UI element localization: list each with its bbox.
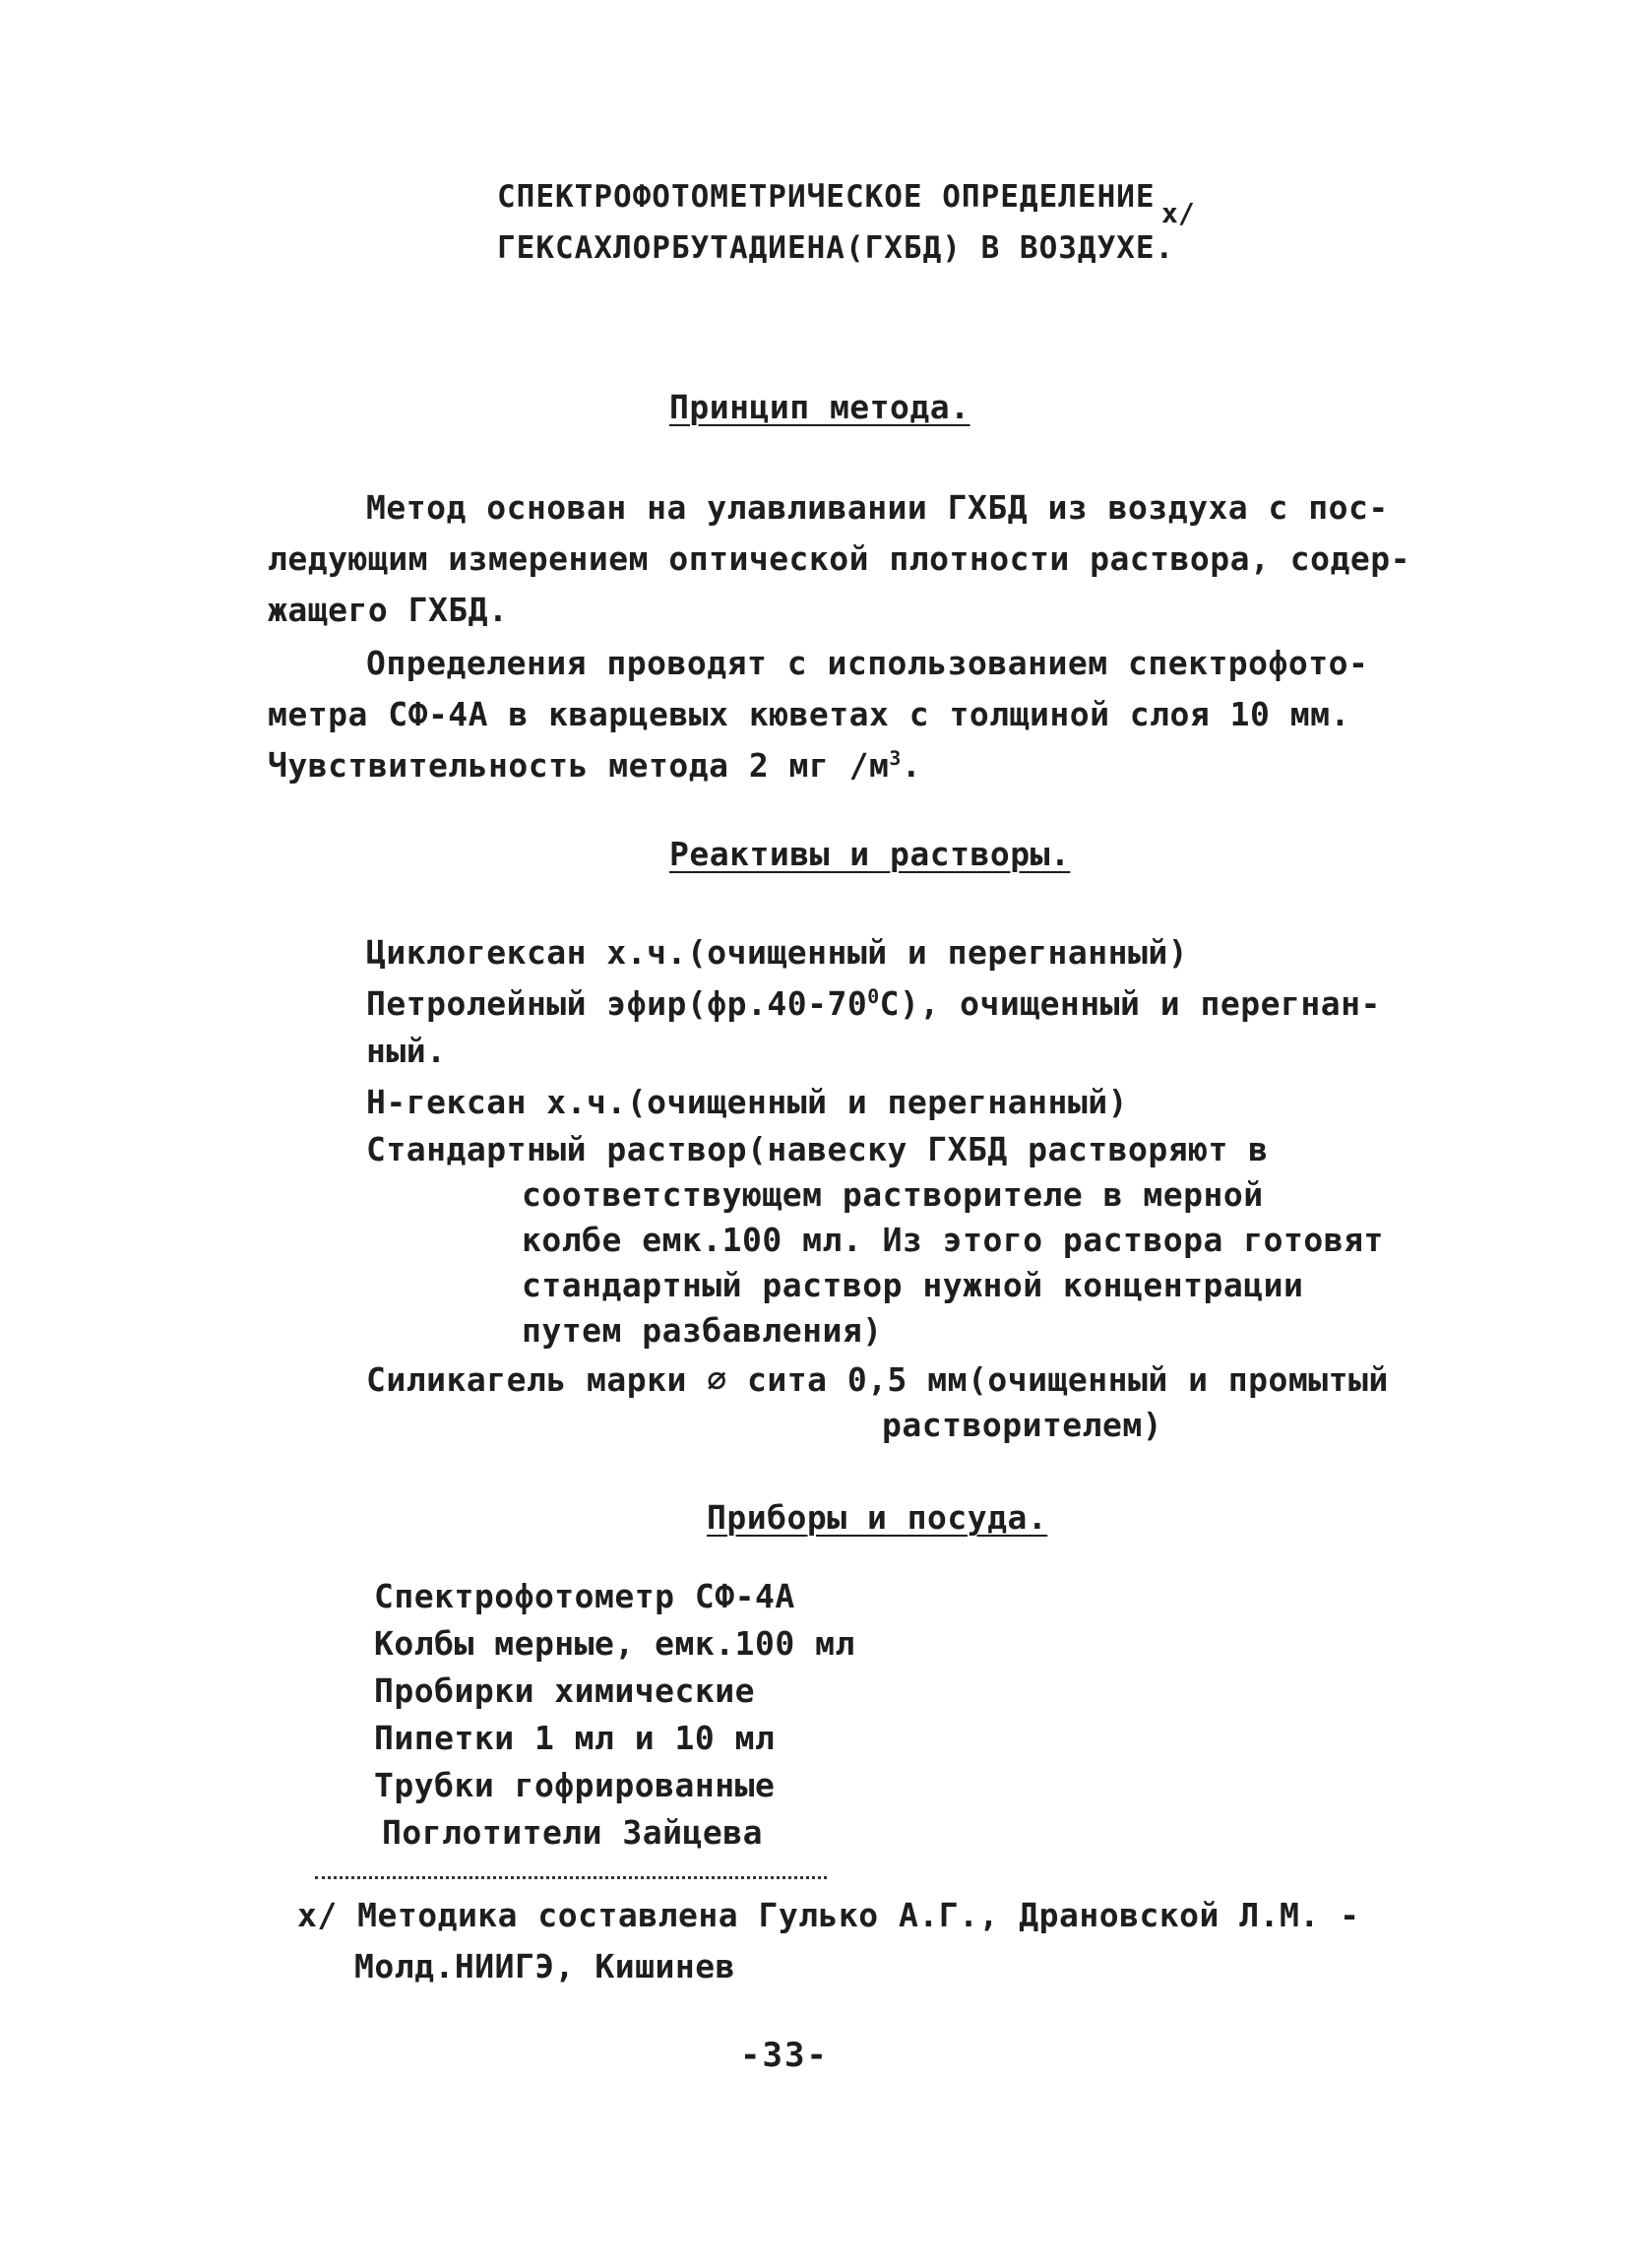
title-line-2: ГЕКСАХЛОРБУТАДИЕНА(ГХБД) В ВОЗДУХЕ. [497,230,1175,266]
reagent-silica-gel: Силикагель марки ∅ сита 0,5 мм(очищенный и промытый [366,1360,1389,1399]
reagent-silica-gel-cont: растворителем) [882,1406,1163,1444]
sensitivity-period: . [901,746,922,785]
petroleum-ether-text-b: С), очищенный и перегнан- [879,984,1381,1023]
footnote-line-2: Молд.НИИГЭ, Кишинев [354,1947,735,1985]
reagent-hexane: Н-гексан х.ч.(очищенный и перегнанный) [366,1083,1128,1121]
equipment-item-test-tubes: Пробирки химические [374,1671,755,1710]
footnote-line-1: х/ Методика составлена Гулько А.Г., Драновской Л.М. - [297,1896,1360,1934]
title-line-1: СПЕКТРОФОТОМЕТРИЧЕСКОЕ ОПРЕДЕЛЕНИЕ [497,179,1156,215]
equipment-item-flasks: Колбы мерные, емк.100 мл [374,1624,855,1663]
reagent-standard-solution-cont4: путем разбавления) [522,1311,883,1350]
equipment-item-spectrophotometer: Спектрофотометр СФ-4А [374,1577,795,1615]
equipment-heading: Приборы и посуда. [707,1498,1048,1537]
principle-para2-line3 [268,744,921,788]
title-footnote-mark: х/ [1161,197,1195,229]
principle-para1-line1: Метод основан на улавливании ГХБД из воздуха с пос- [366,488,1389,527]
principle-para1-line3: жащего ГХБД. [268,591,509,629]
degree-superscript: 0 [867,985,880,1008]
principle-para1-line2: ледующим измерением оптической плотности раствора, содер- [268,539,1410,578]
sensitivity-superscript: 3 [889,747,902,770]
equipment-item-pipettes: Пипетки 1 мл и 10 мл [374,1719,776,1757]
page-number: -33- [740,2036,829,2075]
principle-para2-line1: Определения проводят с использованием спектрофото- [366,644,1369,682]
reagent-petroleum-ether [366,982,1381,1026]
reagent-standard-solution-cont3: стандартный раствор нужной концентрации [522,1266,1304,1304]
reagent-standard-solution-cont2: колбе емк.100 мл. Из этого раствора готовят [522,1221,1384,1259]
reagents-heading: Реактивы и растворы. [669,835,1071,873]
equipment-item-absorbers: Поглотители Зайцева [382,1813,763,1852]
reagent-standard-solution-cont1: соответствующем растворителе в мерной [522,1175,1264,1214]
principle-heading: Принцип метода. [669,388,970,426]
reagent-cyclohexane: Циклогексан х.ч.(очищенный и перегнанный) [366,933,1189,972]
reagent-standard-solution: Стандартный раствор(навеску ГХБД растворяют в [366,1130,1269,1168]
equipment-item-tubes: Трубки гофрированные [374,1766,776,1804]
footnote-divider [315,1876,827,1879]
petroleum-ether-text-a: Петролейный эфир(фр.40-70 [366,984,868,1023]
principle-para2-line2: метра СФ-4А в кварцевых кюветах с толщиной слоя 10 мм. [268,695,1350,733]
reagent-petroleum-ether-cont: ный. [366,1032,447,1070]
sensitivity-text: Чувствительность метода 2 мг /м [268,746,890,785]
